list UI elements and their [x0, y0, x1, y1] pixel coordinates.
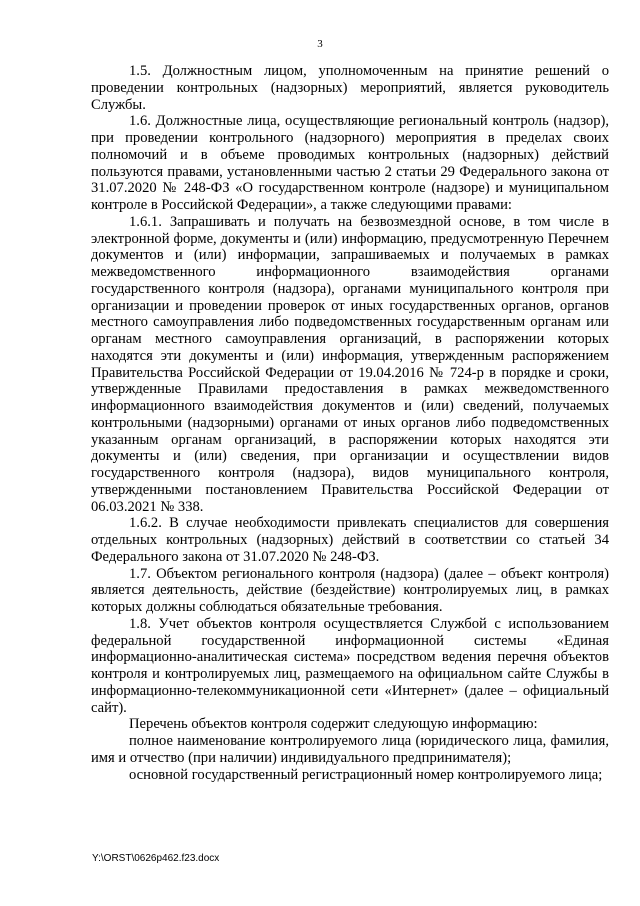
paragraph-1-8: 1.8. Учет объектов контроля осуществляется Службой с использованием федеральной государственной информационной системы «Единая информационно-аналитическая система» посредством ведения перечня объектов контроля и контролируемых лиц, размещаемого на официальном сайте Службы в информационно-телекоммуникационной сети «Интернет» (далее – официальный сайт).	[91, 615, 609, 716]
paragraph-1-7: 1.7. Объектом регионального контроля (надзора) (далее – объект контроля) является деятельность, действие (бездействие) контролируемых лиц, в рамках которых должны соблюдаться обязательные требования.	[91, 565, 609, 615]
paragraph-1-6-1: 1.6.1. Запрашивать и получать на безвозмездной основе, в том числе в электронной форме, документы и (или) информацию, предусмотренную Перечнем документов и (или) информации, запрашиваемых и получаемых в рамках межведомственного информационного взаимодействия органами государственного контроля (надзора), органами муниципального контроля при организации и проведении проверок от иных государственных органов, органов местного самоуправления либо подведомственных государственным органам или органам местного самоуправления организаций, в распоряжении которых находятся эти документы и (или) информация, утвержденным распоряжением Правительства Российской Федерации от 19.04.2016 № 724-р в порядке и сроки, утвержденные Правилами предоставления в рамках межведомственного информационного взаимодействия документов и (или) сведений, получаемых контрольными (надзорными) органами от иных органов либо подведомственных указанным органам организаций, в распоряжении которых находятся эти документы и (или) сведения, при организации и осуществлении видов государственного контроля (надзора), видов муниципального контроля, утвержденными постановлением Правительства Российской Федерации от 06.03.2021 № 338.	[91, 213, 609, 515]
paragraph-1-6: 1.6. Должностные лица, осуществляющие региональный контроль (надзор), при проведении контрольного (надзорного) мероприятия в пределах своих полномочий и в объеме проводимых контрольных (надзорных) действий пользуются правами, установленными частью 2 статьи 29 Федерального закона от 31.07.2020 № 248-ФЗ «О государственном контроле (надзоре) и муниципальном контроле в Российской Федерации», а также следующими правами:	[91, 113, 609, 213]
paragraph-list-intro: Перечень объектов контроля содержит следующую информацию:	[129, 716, 538, 733]
document-body	[91, 63, 609, 783]
paragraph-list-item-name: полное наименование контролируемого лица (юридического лица, фамилия, имя и отчество (при наличии) индивидуального предпринимателя);	[91, 733, 609, 766]
footer-file-path: Y:\ORST\0626p462.f23.docx	[92, 853, 220, 864]
paragraph-1-6-2: 1.6.2. В случае необходимости привлекать специалистов для совершения отдельных контрольных (надзорных) действий в соответствии со статьей 34 Федерального закона от 31.07.2020 № 248-ФЗ.	[91, 515, 609, 565]
paragraph-list-item-ogrn: основной государственный регистрационный номер контролируемого лица;	[129, 766, 603, 783]
paragraph-1-5: 1.5. Должностным лицом, уполномоченным на принятие решений о проведении контрольных (надзорных) мероприятий, является руководитель Службы.	[91, 63, 609, 113]
page-number: 3	[317, 38, 323, 50]
